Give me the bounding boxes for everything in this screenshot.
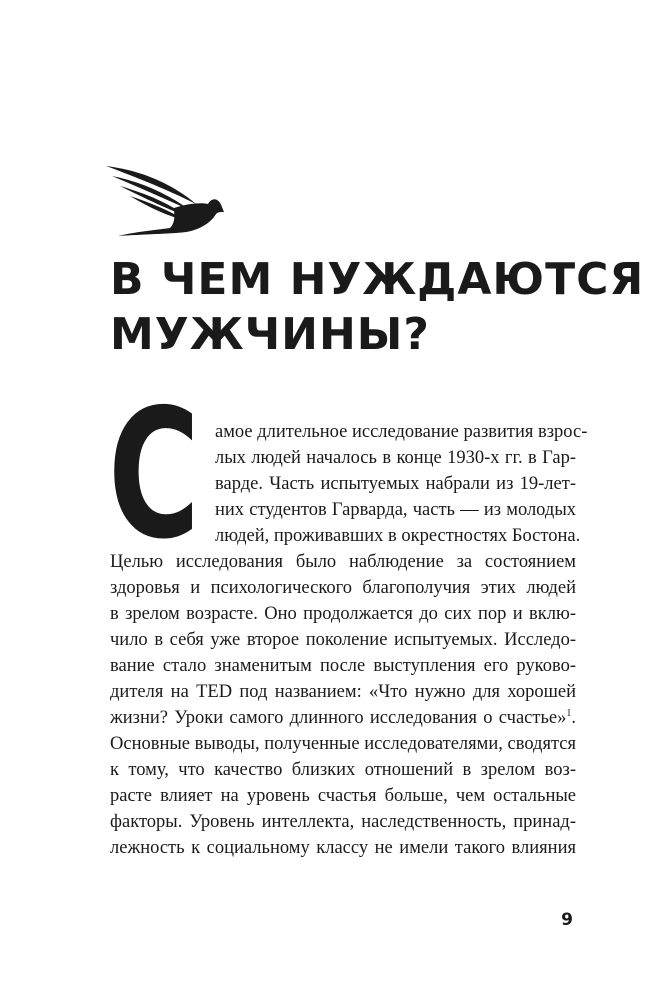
body-line: лежность к социальному классу не имели такого влияния [110,838,576,858]
body-line: расте влияет на уровень счастья больше, чем остальные [110,786,576,806]
body-line: Целью исследования было наблюдение за состоянием [110,552,576,572]
body-line: вание стало знаменитым после выступления его руково- [110,656,576,676]
body-line: Основные выводы, полученные исследователями, сводятся [110,734,576,754]
body-line: лых людей началось в конце 1930-х гг. в Гар- [215,448,576,468]
body-line: к тому, что качество близких отношений в зрелом воз- [110,760,576,780]
body-line: дителя на TED под названием: «Что нужно для хорошей [110,682,576,702]
body-line: чило в себя уже второе поколение испытуемых. Исследо- [110,630,576,650]
body-line: амое длительное исследование развития взрос- [215,422,588,442]
drop-cap [106,371,202,578]
page-number: 9 [561,910,573,930]
flying-bird-icon [104,160,228,242]
body-line: них студентов Гарварда, часть — из молодых [215,500,576,520]
body-line: факторы. Уровень интеллекта, наследственность, принад- [110,812,576,832]
body-line: варде. Часть испытуемых набрали из 19-лет- [215,474,576,494]
footnote-reference[interactable]: 1 [566,708,572,719]
body-line-text: жизни? Уроки самого длинного исследования о счастье» [110,708,567,728]
chapter-title-line-2: МУЖЧИНЫ? [110,309,430,360]
body-line: здоровья и психологического благополучия этих людей [110,578,576,598]
body-line: в зрелом возрасте. Оно продолжается до сих пор и вклю- [110,604,576,624]
chapter-title-line-1: В ЧЕМ НУЖДАЮТСЯ [110,254,645,305]
drop-cap-letter: С [108,371,200,578]
body-line: людей, проживавших в окрестностях Бостона. [215,526,581,546]
chapter-title [110,252,644,362]
body-line-with-footnote: жизни? Уроки самого длинного исследования о счастье»$^1$. [110,708,576,728]
